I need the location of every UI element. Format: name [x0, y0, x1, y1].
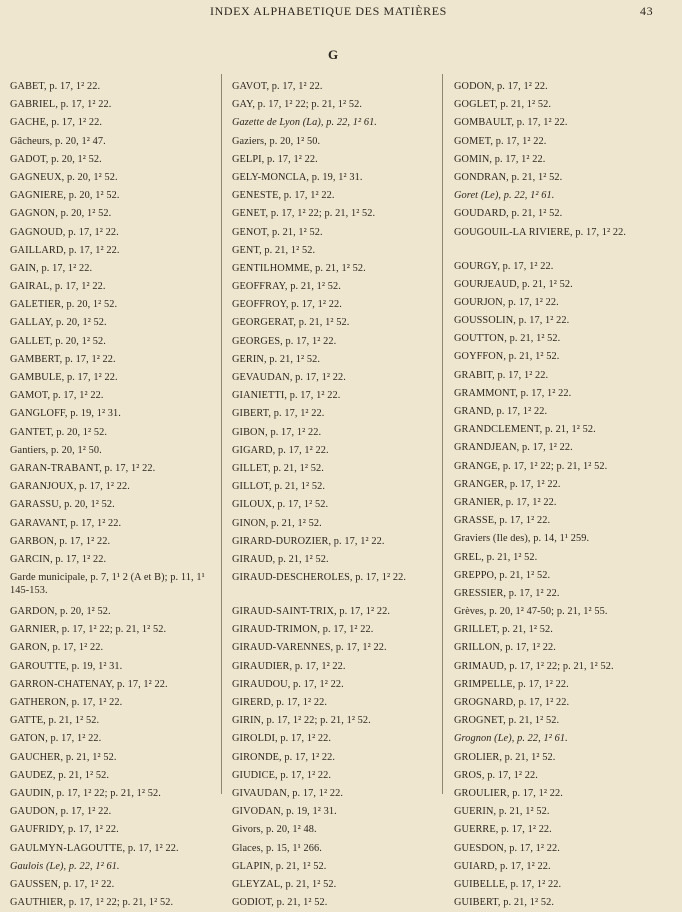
index-entry: Gaziers, p. 20, 1² 50.: [232, 135, 321, 147]
index-entry: GIRAUD-VARENNES, p. 17, 1² 22.: [232, 642, 387, 654]
index-entry: GODIOT, p. 21, 1² 52.: [232, 897, 328, 909]
index-entry: GAUDON, p. 17, 1² 22.: [10, 806, 112, 818]
index-entry: GAGNIERE, p. 20, 1² 52.: [10, 190, 120, 202]
index-entry: GRAND, p. 17, 1² 22.: [454, 406, 548, 417]
index-entry: GARON, p. 17, 1² 22.: [10, 642, 104, 654]
index-entry: GRANGE, p. 17, 1² 22; p. 21, 1² 52.: [454, 460, 608, 472]
index-entry: GLEYZAL, p. 21, 1² 52.: [232, 878, 337, 890]
index-entry: GATHERON, p. 17, 1² 22.: [10, 697, 123, 708]
index-entry: GARNIER, p. 17, 1² 22; p. 21, 1² 52.: [10, 624, 167, 636]
column-divider: [442, 74, 443, 794]
index-entry: GIROLDI, p. 17, 1² 22.: [232, 733, 332, 745]
index-entry: GOUTTON, p. 21, 1² 52.: [454, 333, 561, 345]
index-entry: GALETIER, p. 20, 1² 52.: [10, 299, 118, 311]
index-entry: GAGNOUD, p. 17, 1² 22.: [10, 226, 119, 238]
index-entry: GIUDICE, p. 17, 1² 22.: [232, 769, 332, 781]
index-entry: GAUDEZ, p. 21, 1² 52.: [10, 769, 109, 781]
index-entry: GOUGOUIL-LA RIVIERE, p. 17, 1² 22.: [454, 226, 627, 238]
index-entry: GOUSSOLIN, p. 17, 1² 22.: [454, 315, 570, 327]
index-entry: GIRAUD-TRIMON, p. 17, 1² 22.: [232, 624, 374, 636]
index-entry: GARDON, p. 20, 1² 52.: [10, 606, 111, 618]
index-entry: Gaulois (Le), p. 22, 1² 61.: [10, 860, 120, 872]
index-entry: GAUCHER, p. 21, 1² 52.: [10, 751, 117, 763]
index-entry: GAUTHIER, p. 17, 1² 22; p. 21, 1² 52.: [10, 897, 174, 909]
index-entry: GUESDON, p. 17, 1² 22.: [454, 842, 560, 854]
index-entry: GOGLET, p. 21, 1² 52.: [454, 99, 552, 111]
index-entry: GELY-MONCLA, p. 19, 1² 31.: [232, 171, 363, 183]
index-entry: GENOT, p. 21, 1² 52.: [232, 226, 323, 238]
index-entry: GUERRE, p. 17, 1² 22.: [454, 824, 552, 836]
index-entry: GROS, p. 17, 1² 22.: [454, 769, 538, 781]
index-entry: GIRAUDIER, p. 17, 1² 22.: [232, 660, 346, 672]
index-entry: GACHE, p. 17, 1² 22.: [10, 117, 103, 129]
index-entry: GAMBERT, p. 17, 1² 22.: [10, 353, 116, 365]
index-entry: GRANDCLEMENT, p. 21, 1² 52.: [454, 424, 596, 436]
index-entry: GOMET, p. 17, 1² 22.: [454, 135, 547, 147]
index-entry: Goret (Le), p. 22, 1² 61.: [454, 190, 555, 202]
index-entry: GRANIER, p. 17, 1² 22.: [454, 496, 557, 508]
index-entry: GRILLET, p. 21, 1² 52.: [454, 624, 553, 636]
column-divider: [221, 74, 222, 794]
index-entry: GEORGERAT, p. 21, 1² 52.: [232, 317, 350, 329]
index-entry: GAIN, p. 17, 1² 22.: [10, 262, 93, 274]
index-entry: GRANGER, p. 17, 1² 22.: [454, 478, 561, 490]
index-entry: GOMIN, p. 17, 1² 22.: [454, 153, 546, 165]
index-entry: GIRARD-DUROZIER, p. 17, 1² 22.: [232, 535, 385, 547]
index-entry: GAIRAL, p. 17, 1² 22.: [10, 281, 106, 293]
index-entry: GENT, p. 21, 1² 52.: [232, 244, 316, 256]
index-entry: GROLIER, p. 21, 1² 52.: [454, 751, 556, 763]
index-entry: GARAVANT, p. 17, 1² 22.: [10, 517, 122, 529]
index-entry: GELPI, p. 17, 1² 22.: [232, 153, 318, 165]
index-entry: Graviers (Ile des), p. 14, 1¹ 259.: [454, 533, 590, 545]
index-entry: GEORGES, p. 17, 1² 22.: [232, 335, 337, 347]
index-column-3: [454, 78, 659, 912]
index-entry: GAGNON, p. 20, 1² 52.: [10, 208, 112, 220]
index-entry: GOURGY, p. 17, 1² 22.: [454, 260, 554, 272]
index-entry: Grognon (Le), p. 22, 1² 61.: [454, 733, 568, 745]
index-entry: GIRAUD-DESCHEROLES, p. 17, 1² 22.: [232, 572, 406, 584]
index-entry: GAMOT, p. 17, 1² 22.: [10, 390, 104, 402]
index-entry: Glaces, p. 15, 1¹ 266.: [232, 842, 322, 854]
index-entry: GREPPO, p. 21, 1² 52.: [454, 569, 551, 581]
index-entry: GEOFFROY, p. 17, 1² 22.: [232, 299, 342, 311]
index-entry: GIRERD, p. 17, 1² 22.: [232, 697, 327, 708]
index-entry: GARBON, p. 17, 1² 22.: [10, 535, 111, 547]
index-entry: GALLAY, p. 20, 1² 52.: [10, 317, 107, 329]
index-entry: GROGNET, p. 21, 1² 52.: [454, 715, 560, 727]
index-entry: GANTET, p. 20, 1² 52.: [10, 426, 108, 438]
index-entry: Gâcheurs, p. 20, 1² 47.: [10, 135, 106, 147]
index-entry: GAGNEUX, p. 20, 1² 52.: [10, 171, 118, 183]
index-entry: Gazette de Lyon (La), p. 22, 1² 61.: [232, 117, 377, 129]
index-entry: GINON, p. 21, 1² 52.: [232, 517, 322, 529]
index-entry: GILLOT, p. 21, 1² 52.: [232, 481, 326, 493]
index-entry: GIBERT, p. 17, 1² 22.: [232, 408, 325, 420]
index-entry: GIRONDE, p. 17, 1² 22.: [232, 751, 336, 763]
index-entry: GOMBAULT, p. 17, 1² 22.: [454, 117, 568, 129]
index-entry: GOURJON, p. 17, 1² 22.: [454, 296, 559, 308]
index-entry: GRABIT, p. 17, 1² 22.: [454, 369, 549, 381]
index-entry: Givors, p. 20, 1² 48.: [232, 824, 317, 836]
index-entry: GRASSE, p. 17, 1² 22.: [454, 515, 551, 527]
section-letter-heading: G: [327, 47, 339, 62]
index-entry: GIRAUD, p. 21, 1² 52.: [232, 553, 329, 565]
index-entry: GERIN, p. 21, 1² 52.: [232, 353, 321, 365]
index-entry: GEOFFRAY, p. 21, 1² 52.: [232, 281, 341, 293]
index-entry: GARRON-CHATENAY, p. 17, 1² 22.: [10, 678, 168, 690]
index-entry: GOYFFON, p. 21, 1² 52.: [454, 351, 560, 363]
index-entry: GANGLOFF, p. 19, 1² 31.: [10, 408, 121, 420]
index-entry: GRESSIER, p. 17, 1² 22.: [454, 587, 560, 599]
index-entry: GILLET, p. 21, 1² 52.: [232, 462, 324, 474]
index-entry: GARCIN, p. 17, 1² 22.: [10, 553, 107, 565]
index-entry: GARASSU, p. 20, 1² 52.: [10, 499, 115, 511]
index-entry: GIRIN, p. 17, 1² 22; p. 21, 1² 52.: [232, 715, 371, 727]
index-entry: GODON, p. 17, 1² 22.: [454, 81, 548, 92]
index-entry: GUIBELLE, p. 17, 1² 22.: [454, 878, 562, 890]
running-title: INDEX ALPHABETIQUE DES MATIÈRES: [210, 4, 447, 18]
index-entry: Grèves, p. 20, 1² 47-50; p. 21, 1² 55.: [454, 606, 608, 618]
index-entry: GIRAUD-SAINT-TRIX, p. 17, 1² 22.: [232, 606, 391, 618]
index-entry: GREL, p. 21, 1² 52.: [454, 551, 538, 563]
index-entry: GROULIER, p. 17, 1² 22.: [454, 787, 563, 799]
index-column-1: [10, 78, 215, 912]
index-entry: GAULMYN-LAGOUTTE, p. 17, 1² 22.: [10, 842, 179, 854]
index-entry: GUIARD, p. 17, 1² 22.: [454, 860, 551, 872]
index-entry: GRANDJEAN, p. 17, 1² 22.: [454, 442, 573, 454]
index-entry: GABET, p. 17, 1² 22.: [10, 81, 101, 92]
index-entry: GRIMAUD, p. 17, 1² 22; p. 21, 1² 52.: [454, 660, 614, 672]
running-head: [0, 4, 682, 20]
index-entry: GARANJOUX, p. 17, 1² 22.: [10, 481, 130, 493]
index-entry: GRIMPELLE, p. 17, 1² 22.: [454, 678, 569, 690]
index-entry: GENESTE, p. 17, 1² 22.: [232, 190, 335, 202]
index-entry: GENET, p. 17, 1² 22; p. 21, 1² 52.: [232, 208, 376, 220]
page-number: 43: [640, 4, 654, 18]
index-entry: GAMBULE, p. 17, 1² 22.: [10, 372, 118, 383]
index-entry: GIVAUDAN, p. 17, 1² 22.: [232, 787, 344, 799]
index-entry: GOURJEAUD, p. 21, 1² 52.: [454, 278, 573, 290]
index-entry: GATON, p. 17, 1² 22.: [10, 733, 102, 745]
index-entry: GAILLARD, p. 17, 1² 22.: [10, 244, 120, 256]
index-entry: GIVODAN, p. 19, 1² 31.: [232, 806, 337, 818]
index-entry: GUERIN, p. 21, 1² 52.: [454, 806, 550, 818]
index-entry: GABRIEL, p. 17, 1² 22.: [10, 99, 112, 111]
index-entry: Gantiers, p. 20, 1² 50.: [10, 444, 102, 456]
index-entry: GIGARD, p. 17, 1² 22.: [232, 444, 329, 456]
index-entry: GAUSSEN, p. 17, 1² 22.: [10, 878, 115, 890]
index-entry: GAY, p. 17, 1² 22; p. 21, 1² 52.: [232, 99, 363, 111]
index-entry: GUIBERT, p. 21, 1² 52.: [454, 897, 555, 909]
index-entry: GAROUTTE, p. 19, 1² 31.: [10, 660, 123, 672]
index-entry: GLAPIN, p. 21, 1² 52.: [232, 860, 327, 872]
index-entry: GILOUX, p. 17, 1² 52.: [232, 499, 329, 511]
index-entry: GIANIETTI, p. 17, 1² 22.: [232, 390, 341, 402]
index-entry: GIRAUDOU, p. 17, 1² 22.: [232, 678, 344, 690]
index-entry: GADOT, p. 20, 1² 52.: [10, 153, 102, 165]
index-entry: GRAMMONT, p. 17, 1² 22.: [454, 387, 572, 399]
index-entry: GEVAUDAN, p. 17, 1² 22.: [232, 372, 346, 383]
index-entry: GIBON, p. 17, 1² 22.: [232, 426, 322, 438]
index-entry: GAUFRIDY, p. 17, 1² 22.: [10, 824, 119, 836]
index-entry: GOUDARD, p. 21, 1² 52.: [454, 208, 563, 220]
index-entry: GATTE, p. 21, 1² 52.: [10, 715, 100, 727]
index-entry: GENTILHOMME, p. 21, 1² 52.: [232, 262, 366, 274]
index-entry: GAUDIN, p. 17, 1² 22; p. 21, 1² 52.: [10, 787, 161, 799]
index-entry: GAVOT, p. 17, 1² 22.: [232, 81, 323, 92]
index-entry: Garde municipale, p. 7, 1¹ 2 (A et B); p. 11, 1¹ 145-153.: [10, 572, 205, 596]
index-entry: GARAN-TRABANT, p. 17, 1² 22.: [10, 462, 156, 474]
index-column-2: [232, 78, 432, 912]
index-entry: GONDRAN, p. 21, 1² 52.: [454, 171, 563, 183]
index-entry: GALLET, p. 20, 1² 52.: [10, 335, 106, 347]
index-entry: GROGNARD, p. 17, 1² 22.: [454, 697, 570, 708]
index-entry: GRILLON, p. 17, 1² 22.: [454, 642, 556, 654]
